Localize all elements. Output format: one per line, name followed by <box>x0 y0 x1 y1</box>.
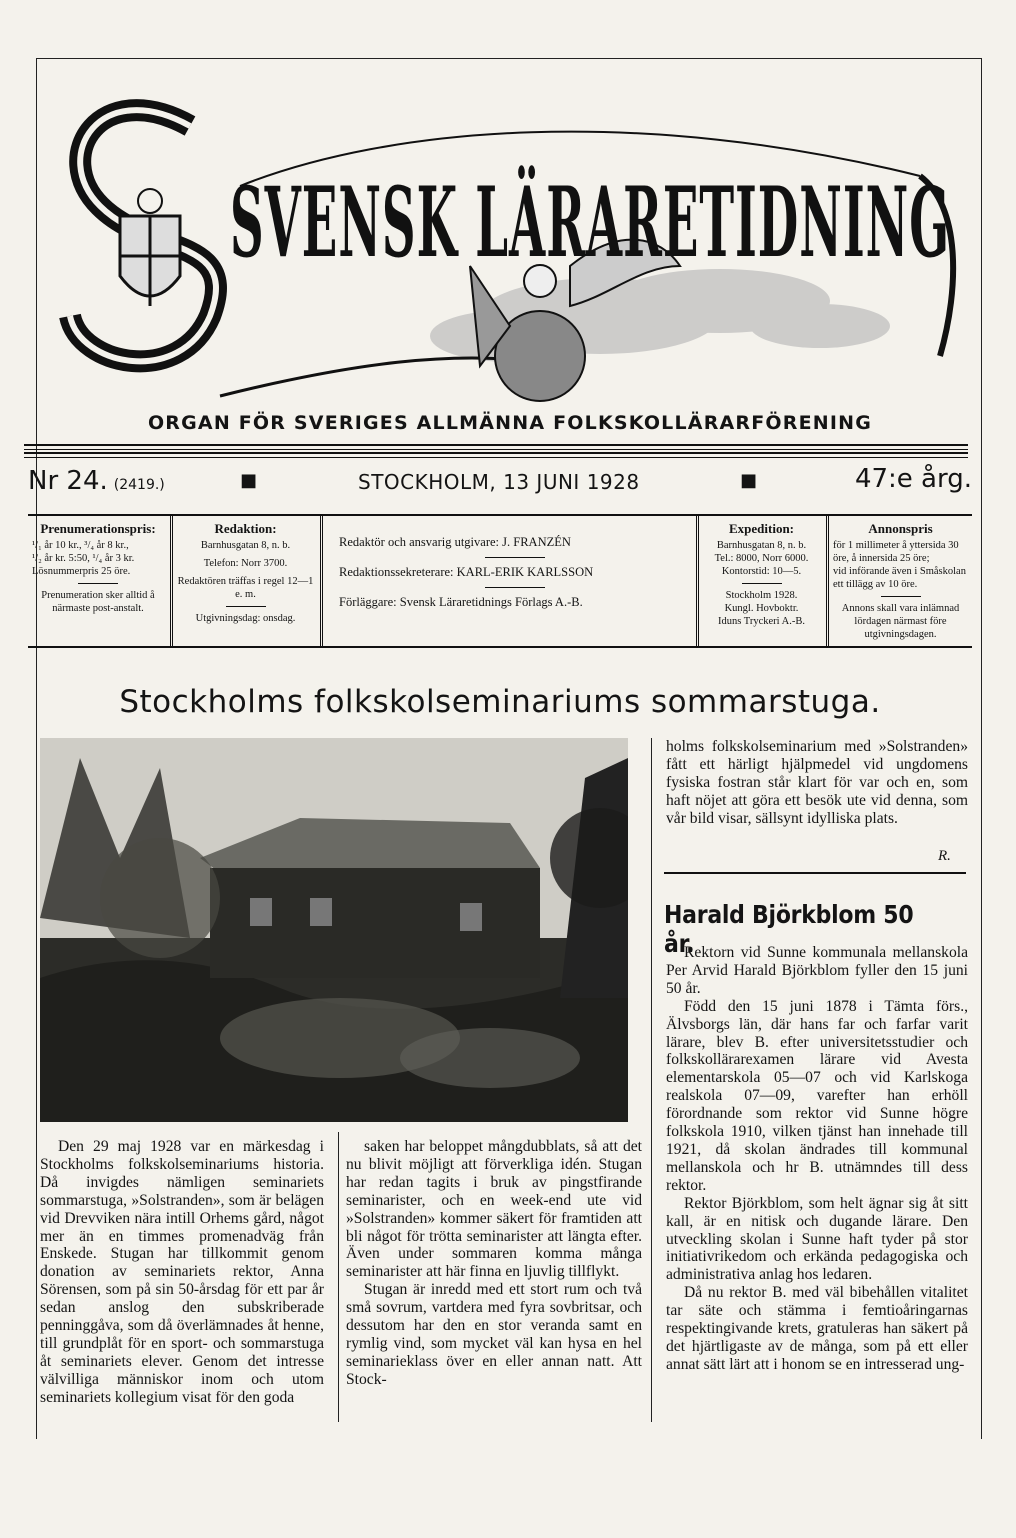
staff-secretary: Redaktionssekreterare: KARL-ERIK KARLSSON <box>339 565 594 579</box>
article2-paragraph: Född den 15 juni 1878 i Tämta förs., Älvsborgs län, där hans far och farfar varit lärare, blev B. efter universitetsstudier och folkskollärarexamen lärare vid Avesta elementarskola 05—07 och vid Karlskoga realskola 07—09, varefter han erhöll förordnande som rektor vid Sunne högre folkskola 1910, vilken tjänst han innehade till 1921, då skolan ändrades till kommunal mellanskola och hr B. utnämndes till dess rektor. <box>666 997 968 1194</box>
info-box <box>28 514 972 648</box>
expedition-print: Stockholm 1928. <box>725 590 798 601</box>
column-divider <box>651 738 652 1422</box>
article1-signature: R. <box>938 848 951 864</box>
divider <box>24 452 968 458</box>
editorial-head: Redaktion: <box>214 521 277 536</box>
editorial-column <box>170 516 318 646</box>
divider <box>24 444 968 450</box>
article1-column1 <box>40 1138 324 1407</box>
divider <box>664 872 966 874</box>
issue-year: 47:e årg. <box>854 464 972 494</box>
column-divider <box>338 1132 339 1422</box>
masthead <box>40 66 970 406</box>
editorial-day: Utgivningsdag: onsdag. <box>195 613 296 624</box>
staff-column <box>320 516 694 646</box>
article2-paragraph: Då nu rektor B. med väl bibehållen vitalitet tar säte och stämma i femtioåringarnas respektingivande krets, gratuleras han säkert på det hjärtligaste av de många, som på ett eller annat sätt lärt att i honom se en intresserad ung- <box>666 1284 968 1373</box>
organ-line: ORGAN FÖR SVERIGES ALLMÄNNA FOLKSKOLLÄRARFÖRENING <box>147 412 873 434</box>
issue-number <box>28 466 165 496</box>
masthead-title: SVENSK LÄRARETIDNING <box>230 166 950 279</box>
subscription-line: ¹/₁ år 10 kr., ³/₄ år 8 kr., <box>32 540 129 551</box>
staff-publisher: Förläggare: Svensk Läraretidnings Förlags A.-B. <box>339 595 583 609</box>
issue-bar <box>28 462 972 502</box>
ads-column <box>826 516 972 646</box>
article-headline: Stockholms folkskolseminariums sommarstuga. <box>119 684 881 720</box>
expedition-hours: Kontorstid: 10—5. <box>721 566 802 577</box>
subscription-head: Prenumerationspris: <box>40 521 156 536</box>
issue-number-text: Nr 24. <box>28 466 108 496</box>
article1-paragraph: holms folkskolseminarium med »Solstranden» fått ett härligt hjälpmedel vid ungdomens fysiska fostran står klart för var och en, som haft nöjet att göra ett besök ute vid denna, som vår bild visar, sällsynt idylliska plats. <box>666 738 968 827</box>
expedition-column <box>696 516 824 646</box>
subscription-line: Lösnummerpris 25 öre. <box>32 566 131 577</box>
issue-place-date: STOCKHOLM, 13 JUNI 1928 <box>358 470 640 494</box>
ads-note: Annons skall vara inlämnad lördagen närmast före utgivningsdagen. <box>841 603 960 640</box>
ads-head: Annonspris <box>868 521 933 536</box>
article1-paragraph: Stugan är inredd med ett stort rum och två små sovrum, vartdera med fyra sovbritsar, och dessutom har den en stor veranda samt en rymlig vind, som mycket väl kan hysa en hel seminarieklass över en eller annan natt. Att Stock- <box>346 1281 642 1388</box>
article2-column <box>666 944 968 1374</box>
ads-line: för 1 millimeter å yttersida 30 öre, å innersida 25 öre; <box>833 540 959 564</box>
expedition-print: Iduns Tryckeri A.-B. <box>718 616 805 627</box>
expedition-address: Barnhusgatan 8, n. b. <box>716 540 807 551</box>
ads-line: vid införande även i Småskolan ett tillägg av 10 öre. <box>833 566 966 590</box>
article2-headline: Harald Björkblom 50 år. <box>664 900 914 958</box>
article1-paragraph: saken har beloppet mångdubblats, så att det nu blivit möjligt att förverkliga idén. Stugan har redan tagits i bruk av pingstfirande seminarister, och en week-end ute vid »Solstranden» kommer säkert för framtiden att bli något för trötta seminarister att längta efter. Även under sommaren komma många seminarister att här finna en ljuvlig tillflykt. <box>346 1138 642 1281</box>
article1-column2 <box>346 1138 642 1389</box>
masthead-illustration <box>40 66 970 406</box>
editorial-phone: Telefon: Norr 3700. <box>203 558 288 569</box>
bullet-icon: ■ <box>740 470 758 491</box>
article2-paragraph: Rektor Björkblom, som helt ägnar sig åt sitt kall, är en nitisk och dugande lärare. Den utveckling skolan i Sunne haft tyder på stor initiativrikedom och erkända pedagogiska och administrativa anlag hos ledaren. <box>666 1194 968 1284</box>
issue-serial: (2419.) <box>113 477 165 493</box>
subscription-column <box>28 516 168 646</box>
expedition-phone: Tel.: 8000, Norr 6000. <box>714 553 809 564</box>
staff-editor: Redaktör och ansvarig utgivare: J. FRANZÉN <box>339 535 571 549</box>
editorial-hours: Redaktören träffas i regel 12—1 e. m. <box>177 576 314 600</box>
article1-paragraph: Den 29 maj 1928 var en märkesdag i Stockholms folkskolseminariums historia. Då invigdes nämligen seminariets sommarstuga, »Solstranden», som är belägen vid Drevviken nära intill Orhems gård, något mer än en timmes promenadväg från Enskede. Stugan har tillkommit genom donation av seminariets rektor, Anna Sörensen, som på sin 50-årsdag för ett par år sedan anslog den subskriberade penninggåva, som då överlämnades åt henne, till grundplåt för en sport- och sommarstuga åt seminariets elever. Genom det intresse välvilliga människor inom och utom seminariets kollegium visat för den goda <box>40 1138 324 1406</box>
editorial-address: Barnhusgatan 8, n. b. <box>200 540 291 551</box>
bullet-icon: ■ <box>240 470 258 491</box>
subscription-line: ¹/₂ år kr. 5:50, ¹/₄ år 3 kr. <box>32 553 135 564</box>
subscription-note: Prenumeration sker alltid å närmaste post-anstalt. <box>41 590 155 614</box>
cottage-photo <box>40 738 628 1122</box>
article1-column3 <box>666 738 968 828</box>
expedition-head: Expedition: <box>728 521 794 536</box>
expedition-print: Kungl. Hovboktr. <box>724 603 799 614</box>
coat-of-arms-icon <box>120 189 180 306</box>
article2-paragraph: Rektorn vid Sunne kommunala mellanskola Per Arvid Harald Björkblom fyller den 15 juni 50 år. <box>666 944 968 997</box>
